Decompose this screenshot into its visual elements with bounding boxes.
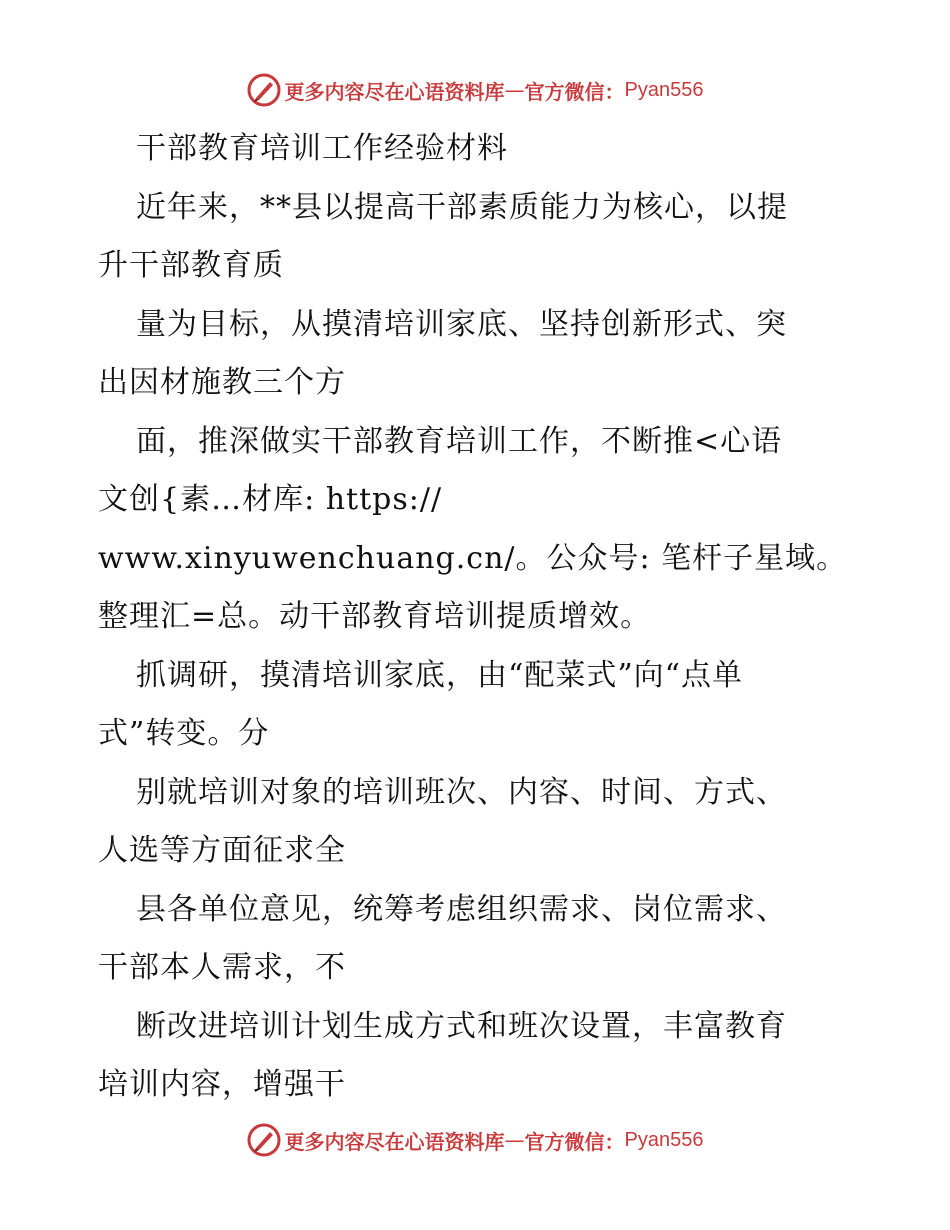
banner-separator: — xyxy=(504,1128,525,1152)
body-line: 县各单位意见，统筹考虑组织需求、岗位需求、 xyxy=(136,891,787,927)
banner-separator: — xyxy=(504,78,525,102)
body-line: 文创{素…材库: https:// xyxy=(98,482,443,517)
body-line: 面，推深做实干部教育培训工作，不断推<心语 xyxy=(136,423,783,459)
banner-wechat-account: Pyan556 xyxy=(624,1128,704,1151)
banner-wechat-account: Pyan556 xyxy=(624,78,704,101)
body-line: 升干部教育质 xyxy=(98,248,284,283)
body-line: 出因材施教三个方 xyxy=(98,365,346,400)
document-body xyxy=(98,120,858,1115)
body-line: 量为目标，从摸清培训家底、坚持创新形式、突 xyxy=(136,306,787,342)
body-line: 近年来，**县以提高干部素质能力为核心，以提 xyxy=(136,189,788,225)
body-line: 培训内容，增强干 xyxy=(98,1067,346,1102)
body-line: 断改进培训计划生成方式和班次设置，丰富教育 xyxy=(136,1008,787,1044)
quill-logo-icon xyxy=(247,1123,281,1157)
body-line: 抓调研，摸清培训家底，由“配菜式”向“点单 xyxy=(136,657,744,693)
footer-banner xyxy=(0,1120,950,1160)
document-title: 干部教育培训工作经验材料 xyxy=(136,131,508,166)
body-line: 人选等方面征求全 xyxy=(98,833,346,868)
banner-wechat-label: 官方微信： xyxy=(524,1129,625,1154)
body-line: 整理汇=总。动干部教育培训提质增效。 xyxy=(98,599,652,634)
banner-brand-text: 更多内容尽在心语资料库 xyxy=(284,1129,505,1154)
body-line: 别就培训对象的培训班次、内容、时间、方式、 xyxy=(136,774,787,810)
banner-wechat-label: 官方微信： xyxy=(524,79,625,104)
body-line: 式”转变。分 xyxy=(98,716,270,751)
body-line: www.xinyuwenchuang.cn/。公众号: 笔杆子星域。 xyxy=(98,540,848,576)
banner-brand-text: 更多内容尽在心语资料库 xyxy=(284,79,505,104)
quill-logo-icon xyxy=(247,73,281,107)
header-banner xyxy=(0,70,950,110)
body-line: 干部本人需求，不 xyxy=(98,950,346,985)
